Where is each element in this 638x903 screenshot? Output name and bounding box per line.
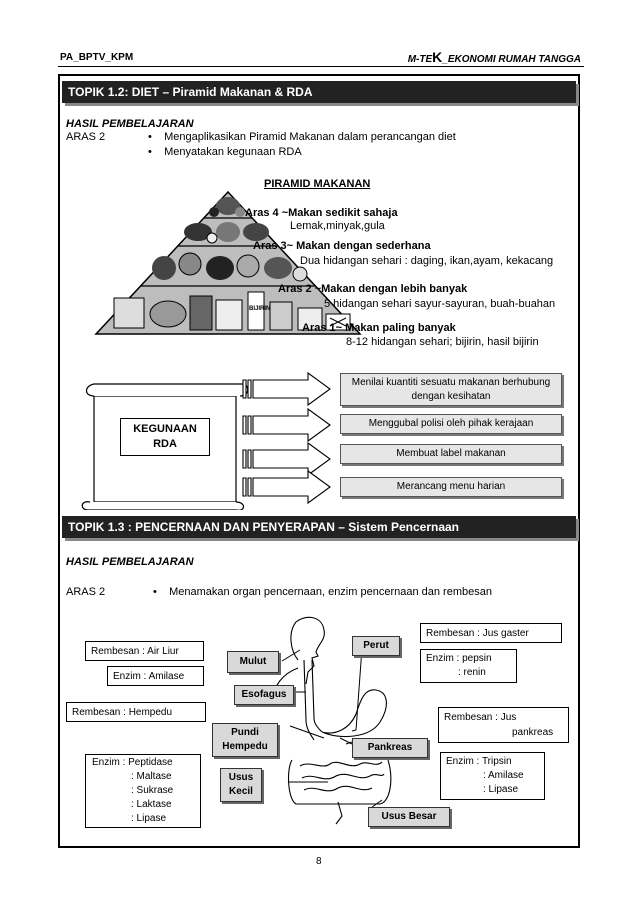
enzyme-line: : Laktase <box>131 799 172 810</box>
rda-use-1: Menilai kuantiti sesuatu makanan berhubung dengan kesihatan <box>340 373 562 406</box>
enzyme-line: : Amilase <box>483 770 524 781</box>
level3-detail: Dua hidangan sehari : daging, ikan,ayam, kekacang <box>300 255 554 267</box>
rda-label-line1: KEGUNAAN <box>133 423 197 435</box>
rda-use-4: Merancang menu harian <box>340 477 562 497</box>
enzyme-line: Enzim : Tripsin <box>446 756 512 767</box>
enzyme-line: : renin <box>458 667 486 678</box>
enzyme-line: : Sukrase <box>131 785 174 796</box>
enzyme-line: : Lipase <box>483 784 519 795</box>
box-hempedu: Rembesan : Hempedu <box>66 702 206 722</box>
topic2-outcomes-heading: HASIL PEMBELAJARAN <box>66 556 194 568</box>
enzyme-line: Enzim : Peptidase <box>92 757 173 768</box>
level1-title: Aras 1~ Makan paling banyak <box>302 322 456 334</box>
level2-detail: 5 hidangan sehari sayur-sayuran, buah-buahan <box>324 298 556 310</box>
topic1-level: ARAS 2 <box>66 131 106 143</box>
rda-use-2: Menggubal polisi oleh pihak kerajaan <box>340 414 562 434</box>
enzyme-line: Enzim : pepsin <box>426 653 492 664</box>
header-rule <box>58 66 584 67</box>
organ-usus-kecil-line2: Kecil <box>229 786 253 797</box>
topic2-level: ARAS 2 <box>66 586 106 598</box>
level2-title: Aras 2 ~Makan dengan lebih banyak <box>278 283 468 295</box>
bullet-text: Menamakan organ pencernaan, enzim pencernaan dan rembesan <box>169 586 492 598</box>
box-small-intestine-enzymes <box>85 754 201 828</box>
rda-label-line2: RDA <box>153 438 177 450</box>
organ-esofagus: Esofagus <box>234 685 294 705</box>
header-right-suffix: _EKONOMI RUMAH TANGGA <box>442 54 581 65</box>
box-tripsin <box>440 752 545 800</box>
rda-label-box <box>120 418 210 456</box>
box-pepsin <box>420 649 517 683</box>
header-right-big: K <box>432 49 443 65</box>
organ-mulut: Mulut <box>227 651 279 673</box>
organ-perut: Perut <box>352 636 400 656</box>
topic1-outcomes-heading: HASIL PEMBELAJARAN <box>66 118 194 130</box>
rda-use-3: Membuat label makanan <box>340 444 562 464</box>
secretion-line: pankreas <box>512 727 554 738</box>
organ-usus-besar: Usus Besar <box>368 807 450 827</box>
level1-detail: 8-12 hidangan sehari; bijirin, hasil bijirin <box>346 336 539 348</box>
box-jus-gaster: Rembesan : Jus gaster <box>420 623 562 643</box>
topic2-title: TOPIK 1.3 : PENCERNAAN DAN PENYERAPAN – Sistem Pencernaan <box>62 516 576 538</box>
topic2-bullet: • Menamakan organ pencernaan, enzim pencernaan dan rembesan <box>153 586 492 598</box>
bullet-text: Mengaplikasikan Piramid Makanan dalam perancangan diet <box>164 131 456 143</box>
page-number: 8 <box>316 856 322 867</box>
topic1-bullet-2: • Menyatakan kegunaan RDA <box>148 146 302 158</box>
organ-pundi-line1: Pundi <box>231 727 259 738</box>
enzyme-line: : Maltase <box>131 771 172 782</box>
topic1-bullet-1: • Mengaplikasikan Piramid Makanan dalam perancangan diet <box>148 131 456 143</box>
box-amilase: Enzim : Amilase <box>107 666 204 686</box>
organ-usus-kecil-line1: Usus <box>228 772 254 783</box>
organ-pundi-hempedu <box>212 723 278 757</box>
organ-usus-kecil <box>220 768 262 802</box>
pyramid-heading: PIRAMID MAKANAN <box>264 178 371 190</box>
pyramid-box-label: BIJIRIN <box>249 306 271 312</box>
header-right <box>408 49 581 65</box>
level3-title: Aras 3~ Makan dengan sederhana <box>253 240 431 252</box>
organ-pundi-line2: Hempedu <box>222 741 268 752</box>
box-air-liur: Rembesan : Air Liur <box>85 641 204 661</box>
level4-detail: Lemak,minyak,gula <box>290 220 385 232</box>
secretion-line: Rembesan : Jus <box>444 712 517 723</box>
organ-pankreas: Pankreas <box>352 738 428 758</box>
bullet-text: Menyatakan kegunaan RDA <box>164 146 302 158</box>
topic1-title: TOPIK 1.2: DIET – Piramid Makanan & RDA <box>62 81 576 103</box>
enzyme-line: : Lipase <box>131 813 167 824</box>
header-left: PA_BPTV_KPM <box>60 52 134 63</box>
level4-title: Aras 4 ~Makan sedikit sahaja <box>245 207 398 219</box>
header-right-prefix: M-TE <box>407 54 433 65</box>
box-jus-pankreas <box>438 707 569 743</box>
